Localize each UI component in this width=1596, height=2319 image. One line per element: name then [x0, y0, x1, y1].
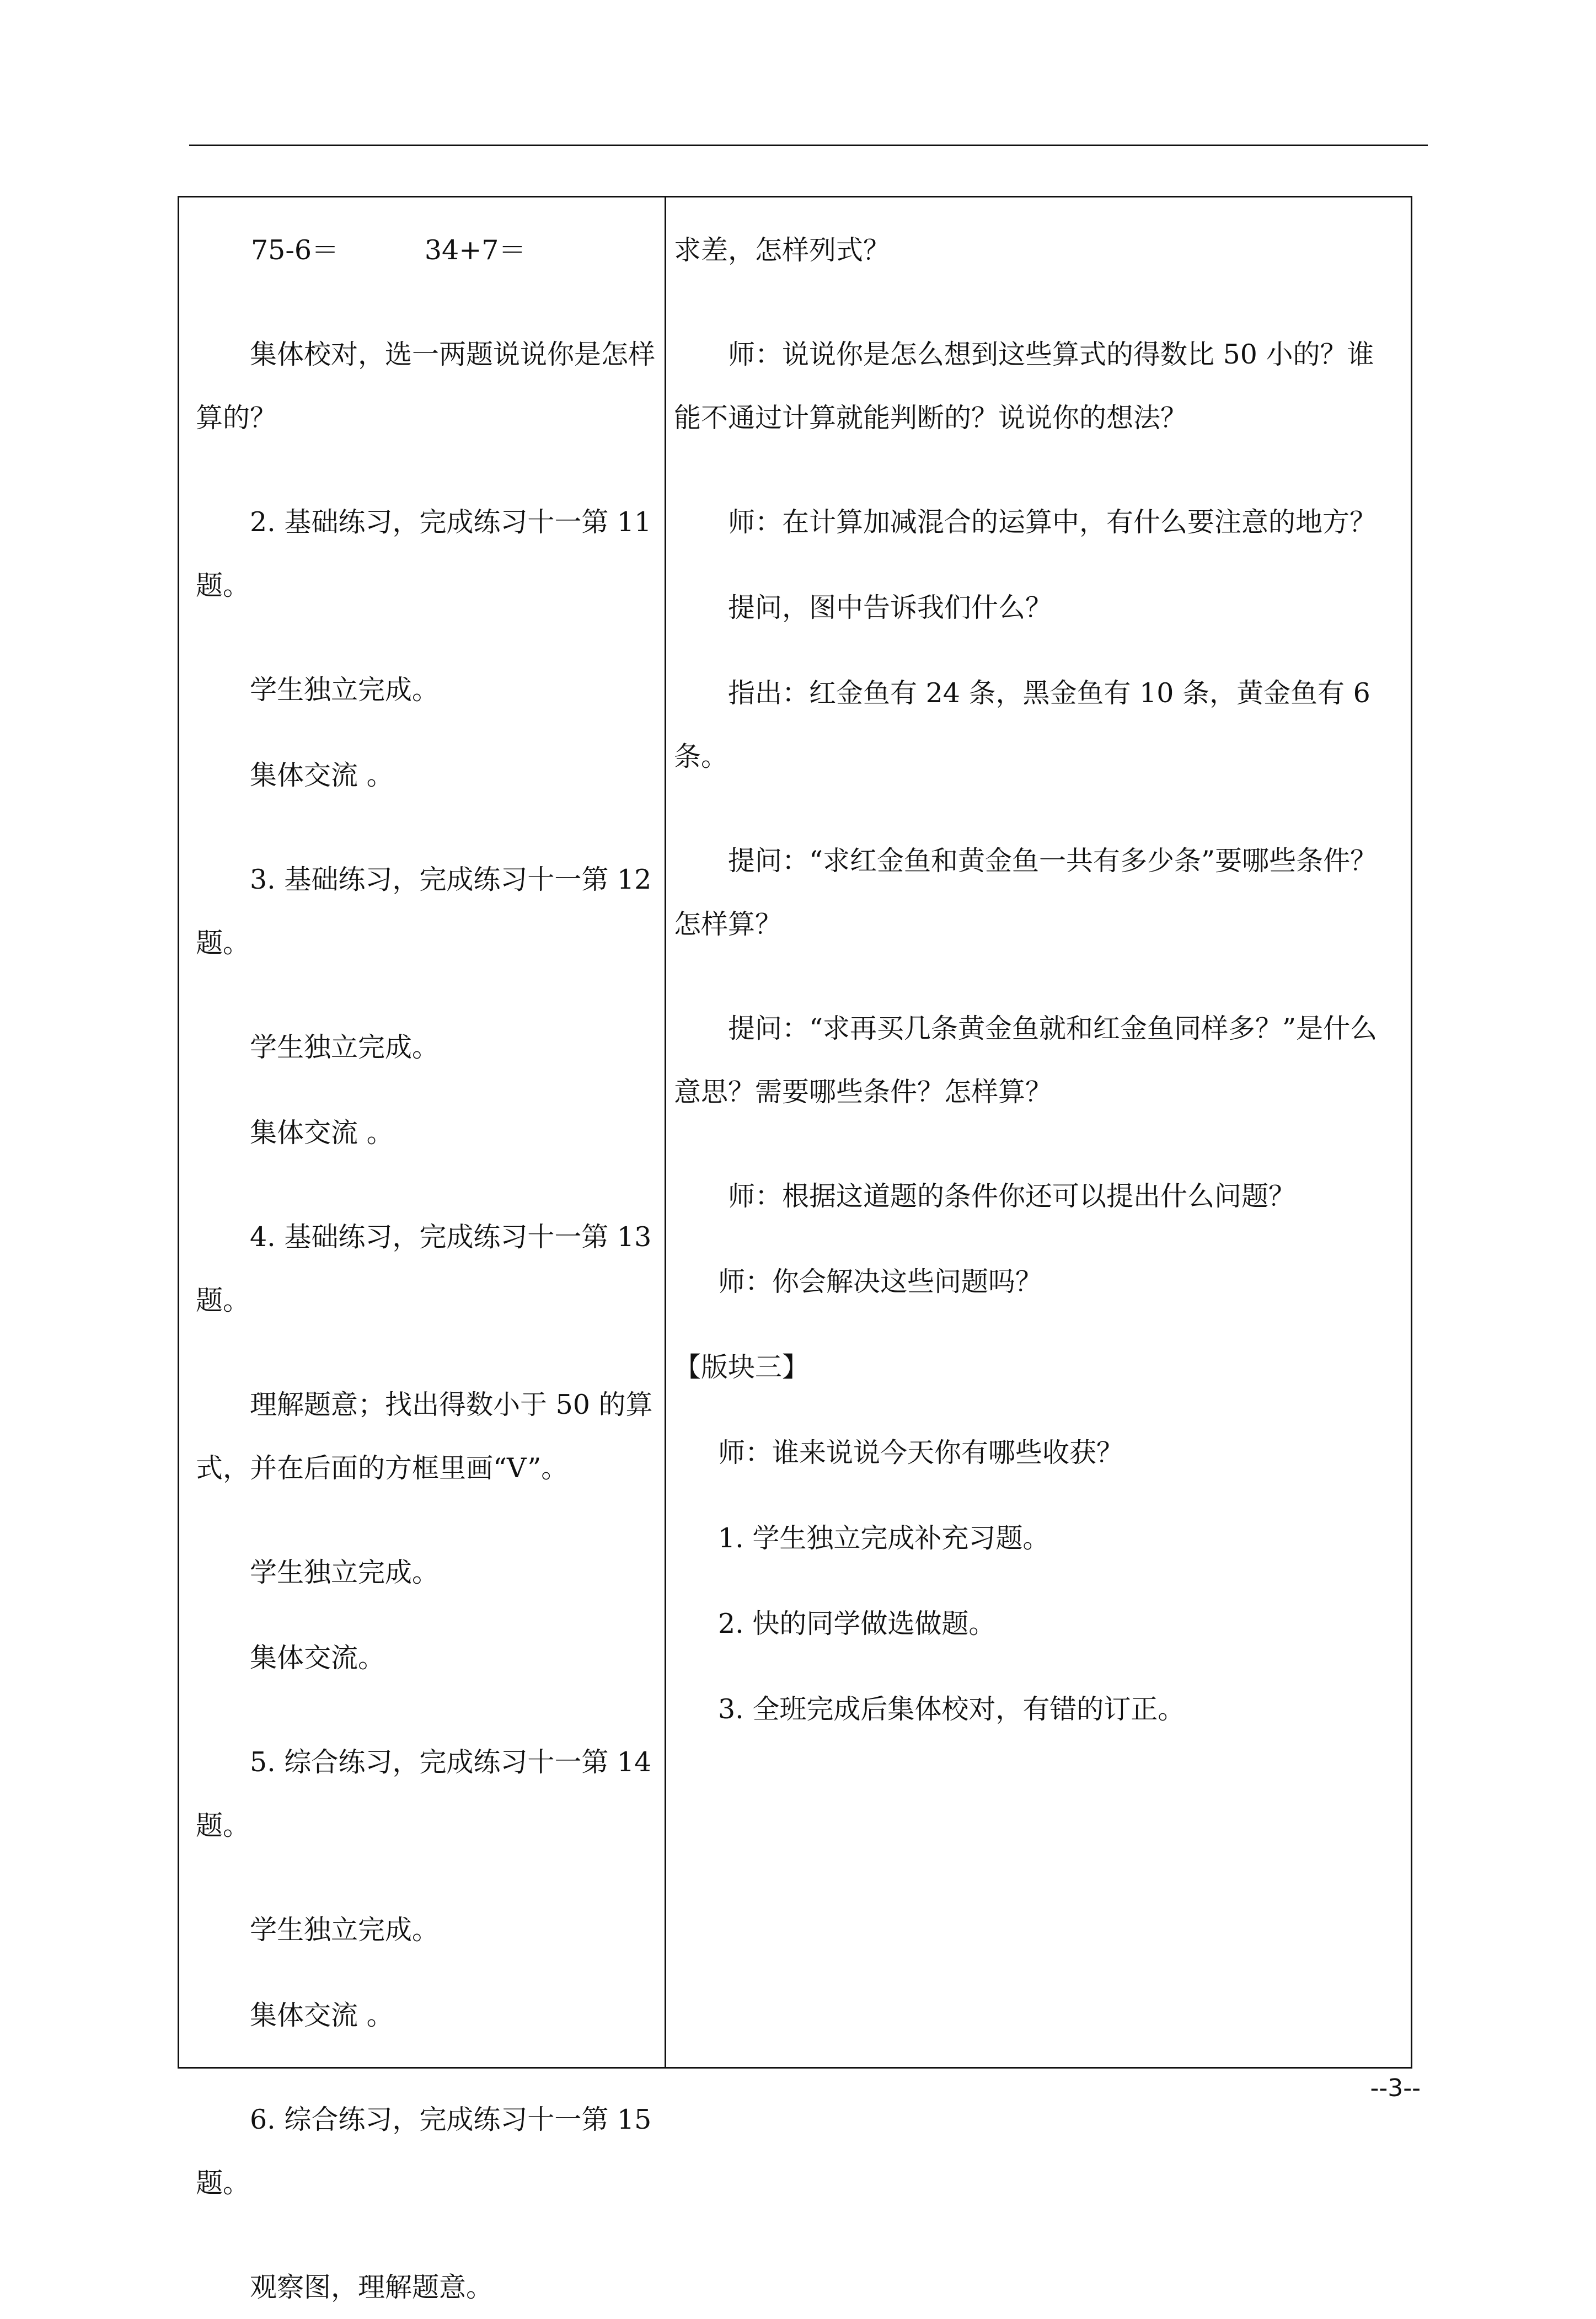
paragraph: 集体交流 。: [250, 2000, 394, 2031]
paragraph: 集体交流 。: [250, 760, 394, 791]
arithmetic-line: 75-6＝ 34+7＝: [251, 234, 526, 266]
paragraph: 学生独立完成。: [250, 674, 440, 706]
paragraph: 集体交流 。: [250, 1117, 394, 1148]
paragraph: 师：说说你是怎么想到这些算式的得数比 50 小的？谁能不通过计算就能判断的？说说你的想法？: [674, 339, 1374, 434]
paragraph: 学生独立完成。: [250, 1557, 440, 1588]
paragraph: 提问：“求再买几条黄金鱼就和红金鱼同样多？”是什么意思？需要哪些条件？怎样算？: [674, 1013, 1378, 1108]
paragraph: 师：根据这道题的条件你还可以提出什么问题？: [728, 1180, 1296, 1212]
paragraph: 观察图，理解题意。: [250, 2272, 494, 2303]
paragraph: 提问，图中告诉我们什么？: [728, 592, 1053, 623]
paragraph: 集体交流。: [250, 1642, 385, 1674]
header-rule: [189, 145, 1428, 146]
paragraph: 师：你会解决这些问题吗？: [718, 1266, 1043, 1297]
exercise-heading: 4. 基础练习，完成练习十一第 13 题。: [196, 1221, 652, 1316]
lesson-table: [178, 196, 1412, 2303]
left-column-cell: [179, 197, 665, 2303]
list-item: 2. 快的同学做选做题。: [718, 1608, 996, 1639]
exercise-heading: 2. 基础练习，完成练习十一第 11 题。: [196, 506, 652, 601]
paragraph: 学生独立完成。: [250, 1032, 440, 1063]
paragraph: 师：在计算加减混合的运算中，有什么要注意的地方？: [728, 506, 1377, 538]
paragraph: 集体校对，选一两题说说你是怎样算的？: [196, 339, 656, 434]
list-item: 1. 学生独立完成补充习题。: [718, 1522, 1050, 1554]
page-number: --3--: [1370, 2074, 1421, 2102]
paragraph: 理解题意；找出得数小于 50 的算式，并在后面的方框里画“V”。: [196, 1389, 653, 1484]
exercise-heading: 6. 综合练习，完成练习十一第 15 题。: [196, 2104, 652, 2199]
exercise-heading: 5. 综合练习，完成练习十一第 14 题。: [196, 1746, 652, 1841]
paragraph: 求差，怎样列式？: [674, 234, 891, 266]
section-heading: 【版块三】: [674, 1351, 810, 1383]
paragraph: 师：谁来说说今天你有哪些收获？: [718, 1437, 1124, 1468]
paragraph: 提问：“求红金鱼和黄金鱼一共有多少条”要哪些条件？怎样算？: [674, 845, 1378, 940]
right-column-cell: [666, 197, 1411, 2067]
exercise-heading: 3. 基础练习，完成练习十一第 12 题。: [196, 864, 652, 959]
paragraph: 指出：红金鱼有 24 条，黑金鱼有 10 条，黄金鱼有 6 条。: [674, 677, 1370, 772]
list-item: 3. 全班完成后集体校对，有错的订正。: [718, 1693, 1185, 1725]
paragraph: 学生独立完成。: [250, 1914, 440, 1946]
